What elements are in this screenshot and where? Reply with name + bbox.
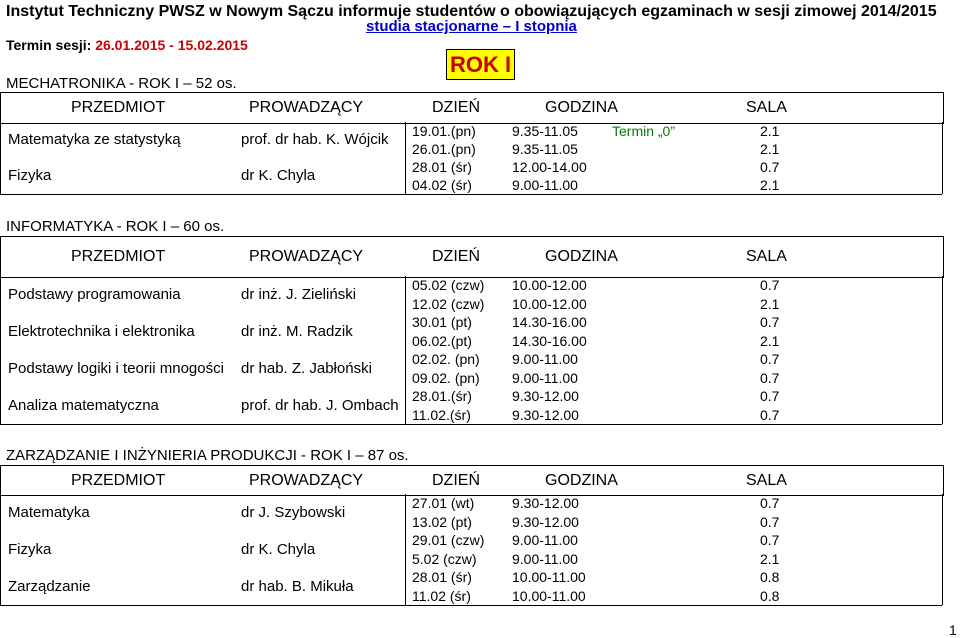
table-header — [0, 465, 944, 496]
exam-room-cell: 0.7 — [760, 369, 780, 386]
teacher-cell: dr hab. Z. Jabłoński — [241, 359, 372, 377]
page-number: 1 — [949, 622, 957, 638]
table-header — [0, 236, 944, 278]
exam-day-cell: 11.02 (śr) — [412, 587, 471, 604]
exam-hour-cell: 9.35-11.05 — [512, 123, 578, 139]
exam-room-cell: 0.8 — [760, 587, 780, 604]
exam-day-cell: 30.01 (pt) — [412, 314, 472, 330]
column-header-day: DZIEŃ — [432, 471, 480, 489]
exam-day-cell: 28.01 (śr) — [412, 159, 472, 175]
exam-hour-cell: 10.00-11.00 — [512, 569, 586, 585]
exam-room-cell: 0.7 — [760, 351, 780, 367]
exam-hour-cell: 9.00-11.00 — [512, 177, 578, 193]
column-header-teacher: PROWADZĄCY — [249, 99, 364, 116]
exam-room-cell: 0.7 — [760, 513, 780, 530]
column-header-teacher: PROWADZĄCY — [249, 248, 364, 265]
subject-cell: Podstawy logiki i teorii mnogości — [8, 359, 224, 377]
exam-day-cell: 5.02 (czw) — [412, 550, 477, 567]
section-title: MECHATRONIKA - ROK I – 52 os. — [6, 75, 237, 92]
table-body — [0, 494, 942, 605]
table-border-bottom — [0, 194, 942, 195]
session-term — [6, 37, 248, 53]
exam-room-cell: 0.7 — [760, 532, 780, 548]
table-border-left — [0, 122, 1, 194]
exam-day-cell: 11.02.(śr) — [412, 406, 471, 423]
table-border-bottom — [0, 424, 942, 425]
exam-hour-cell: 14.30-16.00 — [512, 332, 587, 349]
exam-room-cell: 0.8 — [760, 569, 780, 585]
teacher-cell: dr K. Chyla — [241, 167, 316, 184]
exam-day-cell: 02.02. (pn) — [412, 351, 480, 367]
page-title: Instytut Techniczny PWSZ w Nowym Sączu informuje studentów o obowiązujących egzaminach w sesji zimowej 2014/2015 — [6, 3, 937, 20]
column-header-room: SALA — [746, 471, 787, 489]
exam-room-cell: 2.1 — [760, 295, 780, 312]
subject-cell: Analiza matematyczna — [8, 396, 159, 414]
section-title: INFORMATYKA - ROK I – 60 os. — [6, 218, 225, 235]
exam-hour-cell: 10.00-12.00 — [512, 295, 587, 312]
table-border-bottom — [0, 605, 942, 606]
exam-day-cell: 28.01 (śr) — [412, 569, 472, 585]
exam-day-cell: 04.02 (śr) — [412, 177, 472, 193]
exam-hour-cell: 9.00-11.00 — [512, 532, 578, 548]
exam-day-cell: 26.01.(pn) — [412, 141, 476, 157]
exam-room-cell: 0.7 — [760, 277, 780, 293]
exam-room-cell: 2.1 — [760, 123, 780, 139]
table-border-left — [0, 494, 1, 605]
column-header-subject: PRZEDMIOT — [71, 99, 166, 116]
exam-room-cell: 0.7 — [760, 388, 780, 404]
exam-day-cell: 13.02 (pt) — [412, 513, 472, 530]
subject-cell: Fizyka — [8, 540, 52, 558]
column-header-hour: GODZINA — [545, 471, 618, 489]
term-dates: 26.01.2015 - 15.02.2015 — [95, 37, 248, 53]
exam-day-cell: 19.01.(pn) — [412, 123, 476, 139]
exam-hour-cell: 9.30-12.00 — [512, 406, 579, 423]
table-header — [0, 92, 944, 124]
exam-day-cell: 27.01 (wt) — [412, 495, 475, 511]
exam-hour-cell: 9.35-11.05 — [512, 141, 578, 157]
column-header-hour: GODZINA — [545, 99, 618, 116]
column-header-day: DZIEŃ — [432, 248, 480, 265]
table-border-left — [0, 276, 1, 424]
exam-room-cell: 0.7 — [760, 406, 780, 423]
exam-note: Termin „0” — [612, 123, 676, 139]
column-header-hour: GODZINA — [545, 248, 618, 265]
column-divider — [405, 494, 406, 605]
teacher-cell: dr hab. B. Mikuła — [241, 577, 354, 595]
subject-cell: Podstawy programowania — [8, 285, 181, 303]
exam-day-cell: 05.02 (czw) — [412, 277, 485, 293]
exam-day-cell: 28.01.(śr) — [412, 388, 472, 404]
teacher-cell: prof. dr hab. K. Wójcik — [241, 131, 389, 148]
table-border-right — [942, 122, 943, 194]
subject-cell: Zarządzanie — [8, 577, 91, 595]
exam-room-cell: 2.1 — [760, 141, 780, 157]
teacher-cell: dr inż. J. Zieliński — [241, 285, 357, 303]
table-body — [0, 122, 942, 194]
exam-hour-cell: 9.30-12.00 — [512, 388, 579, 404]
column-header-day: DZIEŃ — [432, 99, 480, 116]
teacher-cell: dr J. Szybowski — [241, 503, 346, 521]
exam-hour-cell: 10.00-12.00 — [512, 277, 587, 293]
teacher-cell: dr K. Chyla — [241, 540, 316, 558]
exam-day-cell: 06.02.(pt) — [412, 332, 472, 349]
exam-hour-cell: 9.00-11.00 — [512, 351, 578, 367]
exam-hour-cell: 12.00-14.00 — [512, 159, 587, 175]
exam-hour-cell: 9.30-12.00 — [512, 513, 579, 530]
subject-cell: Matematyka — [8, 503, 90, 521]
term-label: Termin sesji: — [6, 37, 92, 53]
section-title: ZARZĄDZANIE I INŻYNIERIA PRODUKCJI - ROK I – 87 os. — [6, 447, 409, 464]
exam-hour-cell: 9.00-11.00 — [512, 550, 578, 567]
column-header-subject: PRZEDMIOT — [71, 248, 166, 265]
exam-day-cell: 29.01 (czw) — [412, 532, 485, 548]
exam-day-cell: 12.02 (czw) — [412, 295, 485, 312]
column-header-subject: PRZEDMIOT — [71, 471, 166, 489]
column-divider — [405, 122, 406, 194]
exam-room-cell: 0.7 — [760, 314, 780, 330]
column-header-room: SALA — [746, 99, 787, 116]
exam-hour-cell: 10.00-11.00 — [512, 587, 586, 604]
column-header-room: SALA — [746, 248, 787, 265]
exam-room-cell: 2.1 — [760, 177, 780, 193]
subject-cell: Matematyka ze statystyką — [8, 131, 181, 148]
table-border-right — [942, 494, 943, 605]
exam-hour-cell: 9.30-12.00 — [512, 495, 579, 511]
exam-hour-cell: 9.00-11.00 — [512, 369, 578, 386]
exam-room-cell: 2.1 — [760, 550, 780, 567]
teacher-cell: dr inż. M. Radzik — [241, 322, 353, 340]
table-body — [0, 276, 942, 424]
year-badge: ROK I — [446, 49, 515, 80]
column-header-teacher: PROWADZĄCY — [249, 471, 364, 489]
exam-room-cell: 0.7 — [760, 495, 780, 511]
table-border-right — [942, 276, 943, 424]
subject-cell: Fizyka — [8, 167, 52, 184]
study-mode-link[interactable]: studia stacjonarne – I stopnia — [366, 18, 577, 35]
exam-room-cell: 0.7 — [760, 159, 780, 175]
exam-room-cell: 2.1 — [760, 332, 780, 349]
column-divider — [405, 276, 406, 424]
teacher-cell: prof. dr hab. J. Ombach — [241, 396, 399, 414]
subject-cell: Elektrotechnika i elektronika — [8, 322, 195, 340]
exam-day-cell: 09.02. (pn) — [412, 369, 480, 386]
exam-hour-cell: 14.30-16.00 — [512, 314, 587, 330]
